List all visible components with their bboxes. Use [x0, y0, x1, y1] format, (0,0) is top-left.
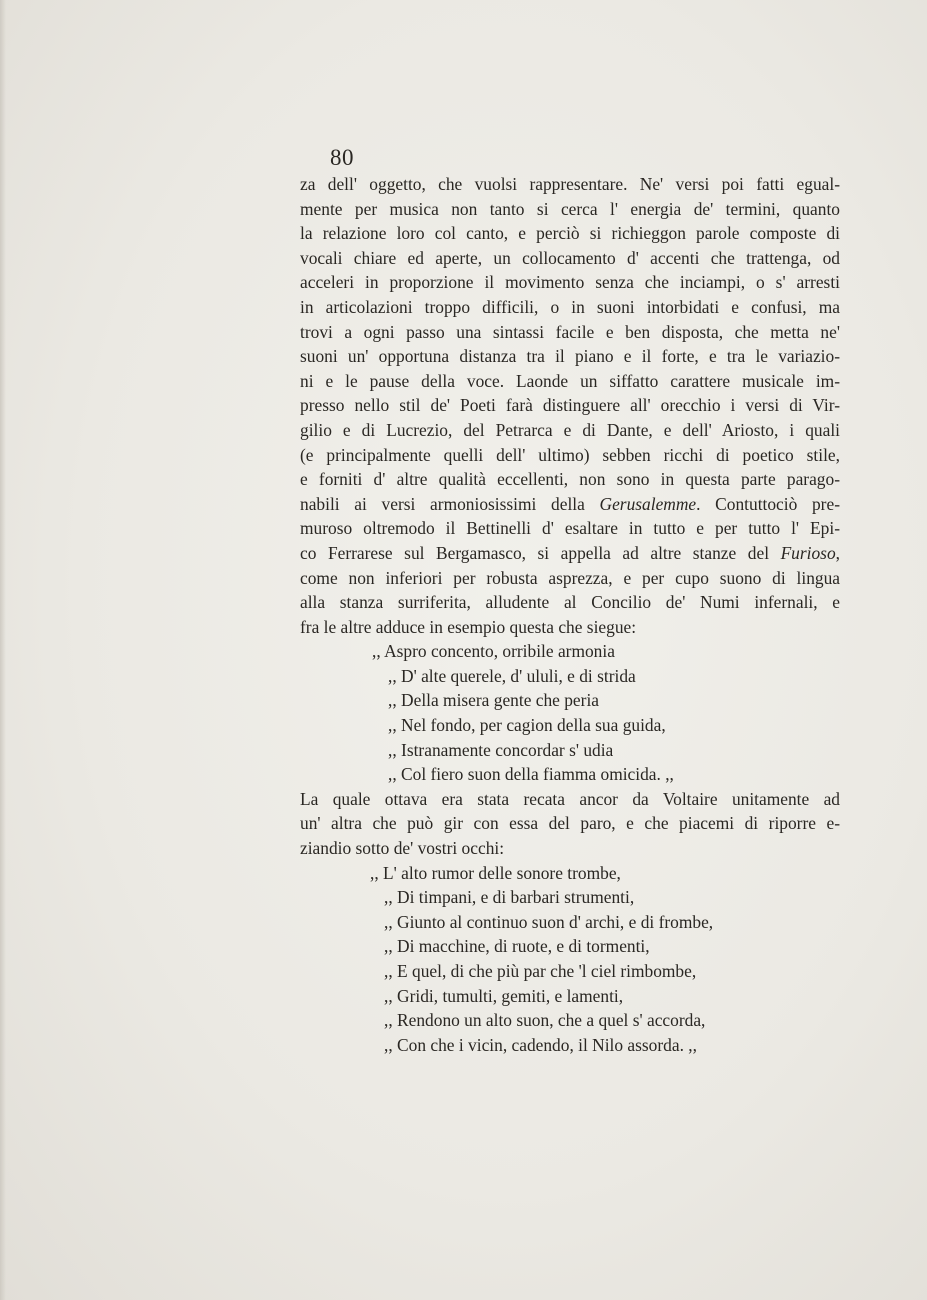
text-line: suoni un' opportuna distanza tra il piano e il forte, e tra le variazio- [300, 346, 840, 367]
text-line: ni e le pause della voce. Laonde un siffatto carattere musicale im- [300, 370, 840, 391]
text-line: vocali chiare ed aperte, un collocamento d' accenti che trattenga, od [300, 247, 840, 268]
text-line-gerusalemme [300, 492, 840, 517]
text-segment: , [835, 542, 840, 563]
text-line: trovi a ogni passo una sintassi facile e ben disposta, che metta ne' [300, 321, 840, 342]
text-line: come non inferiori per robusta asprezza, e per cupo suono di lingua [300, 567, 840, 588]
text-line: fra le altre adduce in esempio questa che siegue: [300, 616, 637, 637]
verse-line: ,, E quel, di che più par che 'l ciel rimbombe, [384, 961, 697, 981]
text-line: un' altra che può gir con essa del paro, e che piacemi di riporre e- [300, 813, 840, 834]
verse-line: ,, Della misera gente che peria [388, 690, 599, 711]
verse-line: ,, Di macchine, di ruote, e di tormenti, [384, 936, 650, 957]
page-edge-shadow [0, 0, 6, 1300]
verse-line: ,, Istranamente concordar s' udia [388, 739, 614, 760]
verse-line: ,, Nel fondo, per cagion della sua guida, [388, 715, 666, 736]
text-line: presso nello stil de' Poeti farà distinguere all' orecchio i versi di Vir- [300, 395, 840, 416]
body-text [300, 172, 840, 1057]
text-line: mente per musica non tanto si cerca l' energia de' termini, quanto [300, 198, 840, 219]
verse-line: ,, Di timpani, e di barbari strumenti, [384, 887, 635, 908]
italic-title-gerusalemme: Gerusalemme [599, 493, 697, 514]
text-line: acceleri in proporzione il movimento senza che inciampi, o s' arresti [300, 272, 840, 293]
verse-line: ,, Rendono un alto suon, che a quel s' accorda, [384, 1010, 706, 1031]
text-line-furioso [300, 541, 840, 566]
page-number: 80 [330, 145, 354, 170]
verse-line: ,, Col fiero suon della fiamma omicida. ,, [388, 764, 674, 785]
verse-line: ,, Con che i vicin, cadendo, il Nilo assorda. ,, [384, 1034, 697, 1055]
verse-line: ,, Gridi, tumulti, gemiti, e lamenti, [384, 985, 624, 1006]
text-line: alla stanza surriferita, alludente al Concilio de' Numi infernali, e [300, 592, 840, 613]
text-segment: nabili ai versi armoniosissimi della [300, 493, 600, 514]
text-line: e forniti d' altre qualità eccellenti, non sono in questa parte parago- [300, 469, 840, 490]
text-line: la relazione loro col canto, e perciò si richieggon parole composte di [300, 223, 840, 244]
text-line: in articolazioni troppo difficili, o in suoni intorbidati e confusi, ma [300, 296, 840, 317]
italic-title-furioso: Furioso [780, 542, 836, 563]
verse-line: ,, Aspro concento, orribile armonia [372, 641, 615, 662]
text-line: muroso oltremodo il Bettinelli d' esaltare in tutto e per tutto l' Epi- [300, 518, 840, 539]
text-segment: co Ferrarese sul Bergamasco, si appella ad altre stanze del [300, 542, 781, 563]
text-line: za dell' oggetto, che vuolsi rappresentare. Ne' versi poi fatti egual- [300, 174, 840, 194]
verse-line: ,, L' alto rumor delle sonore trombe, [370, 862, 621, 883]
verse-line: ,, D' alte querele, d' ululi, e di strida [388, 665, 636, 686]
text-line: gilio e di Lucrezio, del Petrarca e di Dante, e dell' Ariosto, i quali [300, 419, 840, 440]
text-line: (e principalmente quelli dell' ultimo) sebben ricchi di poetico stile, [300, 444, 840, 465]
text-line: ziandio sotto de' vostri occhi: [300, 838, 505, 859]
text-segment: . Contuttociò pre- [696, 493, 840, 514]
text-line: La quale ottava era stata recata ancor da Voltaire unitamente ad [300, 788, 840, 809]
verse-line: ,, Giunto al continuo suon d' archi, e di frombe, [384, 911, 714, 932]
